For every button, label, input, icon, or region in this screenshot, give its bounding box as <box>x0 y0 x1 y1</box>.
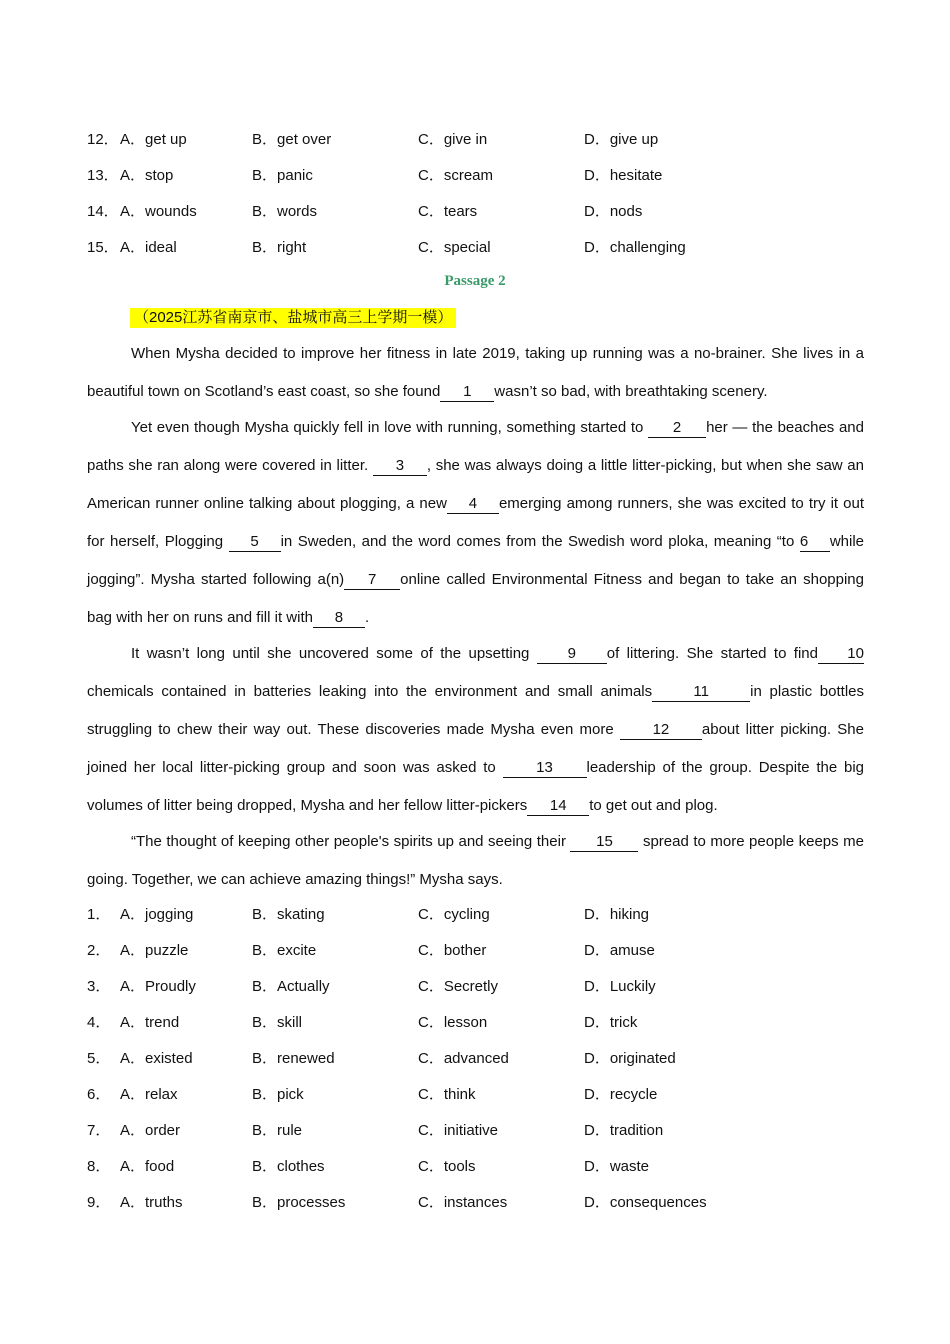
question-number: 14． <box>87 203 119 220</box>
paragraph-text: emerging among runners, she was excited to try it out for herself, Plogging <box>87 495 865 550</box>
paragraph-text: wasn’t so bad, with breathtaking scenery. <box>494 383 768 400</box>
option-b: B．right <box>252 239 307 256</box>
option-a: A．wounds <box>120 203 197 220</box>
option-b: B．Actually <box>252 978 330 995</box>
option-d: D．amuse <box>584 942 655 959</box>
question-number: 3． <box>87 978 111 995</box>
paragraph-text: . <box>364 609 370 626</box>
paragraph-text: When Mysha decided to improve her fitness in late 2019, taking up running was a no-brainer. She lives in a beautiful town on Scotland’s east coast, so she found <box>87 345 864 400</box>
option-c: C．tears <box>418 203 478 220</box>
question-number: 9． <box>87 1194 111 1211</box>
option-c: C．scream <box>418 167 494 184</box>
option-c: C．special <box>418 239 491 256</box>
option-d: D．recycle <box>584 1086 658 1103</box>
option-row-14 <box>87 202 867 222</box>
paragraph-3 <box>87 635 864 825</box>
paragraph-text: leadership of the group. Despite the big volumes of litter being dropped, Mysha and her fellow litter-pickers <box>87 759 864 814</box>
option-d: D．hiking <box>584 906 650 923</box>
option-d: D．Luckily <box>584 978 656 995</box>
paragraph-1 <box>87 335 864 411</box>
paragraph-text: about litter picking. She joined her local litter-picking group and soon was asked to <box>87 721 864 776</box>
option-c: C．instances <box>418 1194 508 1211</box>
option-a: A．order <box>120 1122 181 1139</box>
option-row-8 <box>87 1157 867 1177</box>
option-d: D．consequences <box>584 1194 707 1211</box>
source-highlight: （2025江苏省南京市、盐城市高三上学期一模） <box>130 308 456 328</box>
blank-6: 6 <box>800 533 830 552</box>
option-a: A．truths <box>120 1194 183 1211</box>
blank-5: 5 <box>229 533 281 552</box>
option-b: B．clothes <box>252 1158 325 1175</box>
passage-title: Passage 2 <box>444 273 506 289</box>
option-row-2 <box>87 941 867 961</box>
question-number: 8． <box>87 1158 111 1175</box>
paragraph-text: in plastic bottles struggling to chew their way out. These discoveries made Mysha even more <box>87 683 864 738</box>
option-row-5 <box>87 1049 867 1069</box>
option-b: B．excite <box>252 942 317 959</box>
option-b: B．renewed <box>252 1050 335 1067</box>
blank-3: 3 <box>373 457 427 476</box>
blank-4: 4 <box>447 495 499 514</box>
option-a: A．get up <box>120 131 187 148</box>
option-b: B．panic <box>252 167 313 184</box>
blank-15: 15 <box>570 833 638 852</box>
option-b: B．skill <box>252 1014 303 1031</box>
option-row-15 <box>87 238 867 258</box>
blank-13: 13 <box>503 759 587 778</box>
question-number: 12． <box>87 131 119 148</box>
option-c: C．tools <box>418 1158 476 1175</box>
paragraph-text: while jogging”. Mysha started following a(n) <box>87 533 864 588</box>
option-b: B．get over <box>252 131 332 148</box>
option-row-3 <box>87 977 867 997</box>
option-row-4 <box>87 1013 867 1033</box>
blank-10: 10 <box>818 645 864 664</box>
question-number: 6． <box>87 1086 111 1103</box>
option-row-12 <box>87 130 867 150</box>
option-d: D．give up <box>584 131 659 148</box>
option-c: C．bother <box>418 942 487 959</box>
option-row-1 <box>87 905 867 925</box>
option-b: B．pick <box>252 1086 304 1103</box>
question-number: 4． <box>87 1014 111 1031</box>
option-d: D．nods <box>584 203 643 220</box>
paragraph-text: Yet even though Mysha quickly fell in love with running, something started to <box>131 419 649 436</box>
option-row-13 <box>87 166 867 186</box>
option-a: A．existed <box>120 1050 193 1067</box>
option-c: C．Secretly <box>418 978 499 995</box>
paragraph-2 <box>87 409 864 637</box>
option-row-6 <box>87 1085 867 1105</box>
option-c: C．advanced <box>418 1050 509 1067</box>
option-b: B．processes <box>252 1194 346 1211</box>
paragraph-text: , she was always doing a little litter-picking, but when she saw an American runner online talking about plogging, a new <box>87 457 864 512</box>
blank-7: 7 <box>344 571 400 590</box>
blank-8: 8 <box>313 609 365 628</box>
option-a: A．relax <box>120 1086 178 1103</box>
option-b: B．skating <box>252 906 325 923</box>
option-b: B．rule <box>252 1122 303 1139</box>
option-a: A．ideal <box>120 239 177 256</box>
option-c: C．initiative <box>418 1122 499 1139</box>
blank-12: 12 <box>620 721 702 740</box>
paragraph-text: online called Environmental Fitness and began to take an shopping bag with her on runs and fill it with <box>87 571 864 626</box>
option-d: D．trick <box>584 1014 638 1031</box>
option-d: D．originated <box>584 1050 676 1067</box>
option-a: A．puzzle <box>120 942 189 959</box>
paragraph-text: of littering. She started to find <box>606 645 818 662</box>
question-number: 5． <box>87 1050 111 1067</box>
blank-11: 11 <box>652 683 750 702</box>
option-row-7 <box>87 1121 867 1141</box>
question-number: 15． <box>87 239 119 256</box>
option-c: C．give in <box>418 131 488 148</box>
option-d: D．challenging <box>584 239 686 256</box>
question-number: 7． <box>87 1122 111 1139</box>
option-a: A．stop <box>120 167 174 184</box>
paragraph-text: chemicals contained in batteries leaking into the environment and small animals <box>87 683 653 700</box>
option-a: A．trend <box>120 1014 180 1031</box>
question-number: 1． <box>87 906 111 923</box>
option-b: B．words <box>252 203 318 220</box>
option-d: D．tradition <box>584 1122 664 1139</box>
option-a: A．food <box>120 1158 175 1175</box>
option-a: A．Proudly <box>120 978 196 995</box>
question-number: 2． <box>87 942 111 959</box>
paragraph-text: to get out and plog. <box>589 797 718 814</box>
paragraph-text: “The thought of keeping other people's spirits up and seeing their <box>131 833 571 850</box>
paragraph-text: her — the beaches and paths she ran along were covered in litter. <box>87 419 864 474</box>
paragraph-4 <box>87 823 864 899</box>
option-c: C．cycling <box>418 906 490 923</box>
paragraph-text: It wasn’t long until she uncovered some of the upsetting <box>131 645 537 662</box>
option-a: A．jogging <box>120 906 194 923</box>
blank-9: 9 <box>537 645 607 664</box>
paragraph-text: spread to more people keeps me going. Together, we can achieve amazing things!” Mysha says. <box>87 833 864 888</box>
blank-1: 1 <box>440 383 494 402</box>
option-c: C．think <box>418 1086 476 1103</box>
option-d: D．hesitate <box>584 167 663 184</box>
paragraph-text: in Sweden, and the word comes from the Swedish word ploka, meaning “to <box>280 533 800 550</box>
blank-14: 14 <box>527 797 589 816</box>
option-row-9 <box>87 1193 867 1213</box>
blank-2: 2 <box>648 419 706 438</box>
option-c: C．lesson <box>418 1014 488 1031</box>
option-d: D．waste <box>584 1158 650 1175</box>
question-number: 13． <box>87 167 119 184</box>
